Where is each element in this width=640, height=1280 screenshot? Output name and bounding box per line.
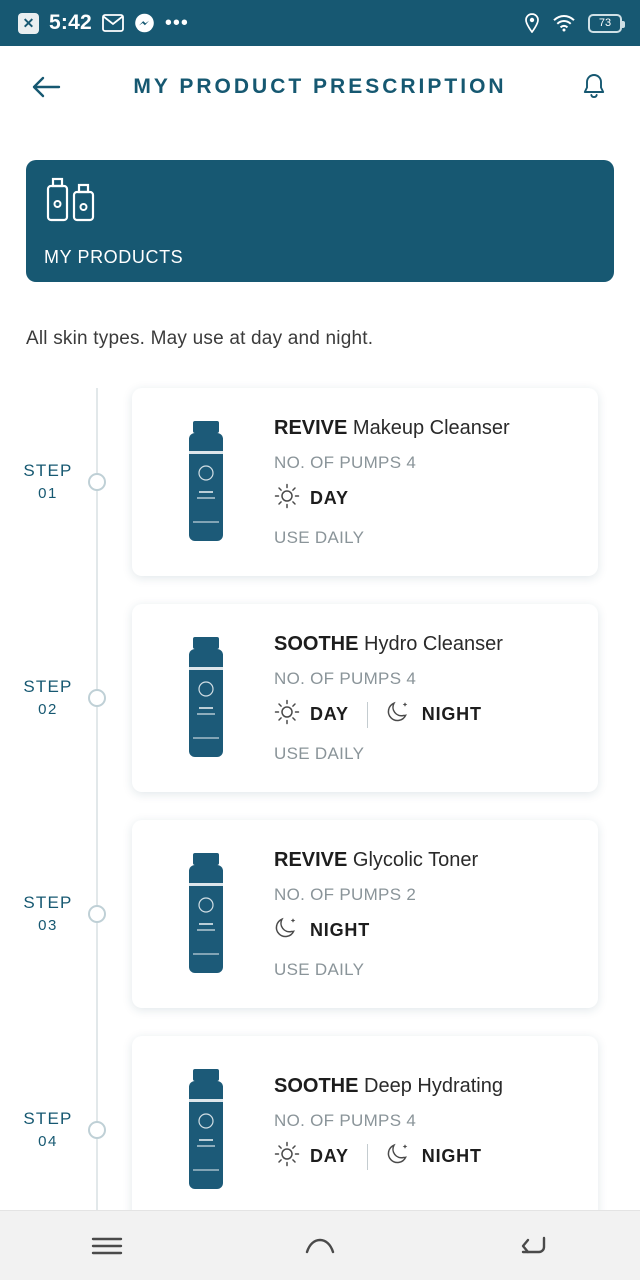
product-bottle-image xyxy=(152,853,260,975)
step-number: 01 xyxy=(38,485,58,503)
usage-frequency: USE DAILY xyxy=(274,528,365,547)
banner-label: MY PRODUCTS xyxy=(44,247,184,267)
step-number: 03 xyxy=(38,917,58,935)
day-item xyxy=(274,483,349,514)
product-info xyxy=(260,1074,578,1186)
step-word: STEP xyxy=(23,460,73,480)
back-icon[interactable] xyxy=(493,1221,573,1271)
night-item xyxy=(386,699,482,730)
product-brand: REVIVE xyxy=(274,417,348,439)
timeline-dot xyxy=(88,473,106,491)
product-bottle-image xyxy=(152,637,260,759)
product-info xyxy=(260,632,578,764)
product-title: Deep Hydrating xyxy=(364,1075,503,1097)
night-label: NIGHT xyxy=(310,920,370,940)
arrow-left-icon[interactable] xyxy=(26,67,66,107)
menu-icon[interactable] xyxy=(67,1221,147,1271)
day-label: DAY xyxy=(310,704,349,724)
step-label xyxy=(0,459,96,505)
product-info xyxy=(260,848,578,980)
timeline-dot xyxy=(88,689,106,707)
product-brand: SOOTHE xyxy=(274,633,359,655)
product-bottle-image xyxy=(152,421,260,543)
step-number: 04 xyxy=(38,1133,58,1151)
product-name xyxy=(274,416,578,441)
product-bottle-image xyxy=(152,1069,260,1191)
status-bar-left xyxy=(18,11,189,35)
status-bar xyxy=(0,0,640,46)
day-item xyxy=(274,699,349,730)
pumps-count: NO. OF PUMPS 4 xyxy=(274,669,417,688)
pumps-count: NO. OF PUMPS 2 xyxy=(274,885,417,904)
skin-type-subtitle: All skin types. May use at day and night. xyxy=(26,328,374,349)
app-header xyxy=(0,46,640,128)
step-word: STEP xyxy=(23,676,73,696)
step-word: STEP xyxy=(23,892,73,912)
usage-frequency: USE DAILY xyxy=(274,744,365,763)
time-of-day xyxy=(274,915,578,946)
messenger-icon xyxy=(134,13,155,34)
list-item[interactable] xyxy=(0,820,640,1008)
moon-icon xyxy=(274,915,300,946)
step-label xyxy=(0,1107,96,1153)
time-divider xyxy=(367,702,368,728)
product-name xyxy=(274,1074,578,1099)
time-of-day xyxy=(274,1141,578,1172)
product-brand: SOOTHE xyxy=(274,1075,359,1097)
day-label: DAY xyxy=(310,1146,349,1166)
timeline-dot xyxy=(88,905,106,923)
night-label: NIGHT xyxy=(421,1146,482,1166)
product-title: Hydro Cleanser xyxy=(364,633,503,655)
step-label xyxy=(0,675,96,721)
night-item xyxy=(274,915,370,946)
list-item[interactable] xyxy=(0,388,640,576)
time-divider xyxy=(367,1144,368,1170)
moon-icon xyxy=(386,699,412,730)
step-number: 02 xyxy=(38,701,58,719)
product-info xyxy=(260,416,578,548)
timeline-dot xyxy=(88,1121,106,1139)
pumps-count: NO. OF PUMPS 4 xyxy=(274,453,417,472)
bell-icon[interactable] xyxy=(574,67,614,107)
two-bottles-icon xyxy=(44,176,596,233)
sun-icon xyxy=(274,1141,300,1172)
night-item xyxy=(386,1141,482,1172)
step-list xyxy=(0,388,640,1210)
sun-icon xyxy=(274,483,300,514)
battery-icon xyxy=(588,14,622,33)
product-card[interactable] xyxy=(132,604,598,792)
pumps-count: NO. OF PUMPS 4 xyxy=(274,1111,417,1130)
product-card[interactable] xyxy=(132,820,598,1008)
time-of-day xyxy=(274,483,578,514)
status-bar-right xyxy=(524,13,622,33)
product-brand: REVIVE xyxy=(274,849,348,871)
day-label: DAY xyxy=(310,488,349,508)
list-item[interactable] xyxy=(0,1036,640,1210)
wifi-icon xyxy=(552,14,576,32)
product-name xyxy=(274,632,578,657)
scroll-content[interactable] xyxy=(0,128,640,1210)
product-name xyxy=(274,848,578,873)
step-label xyxy=(0,891,96,937)
usage-frequency: USE DAILY xyxy=(274,960,365,979)
more-dots-icon: ••• xyxy=(164,12,189,34)
page-title: MY PRODUCT PRESCRIPTION xyxy=(133,75,507,98)
product-title: Glycolic Toner xyxy=(352,849,479,871)
time-of-day xyxy=(274,699,578,730)
night-label: NIGHT xyxy=(421,704,482,724)
step-word: STEP xyxy=(23,1108,73,1128)
my-products-banner[interactable] xyxy=(26,160,614,282)
day-item xyxy=(274,1141,349,1172)
status-bar-clock: 5:42 xyxy=(49,11,92,34)
list-item[interactable] xyxy=(0,604,640,792)
mail-icon xyxy=(102,14,124,32)
product-card[interactable] xyxy=(132,388,598,576)
x-badge-icon: ✕ xyxy=(18,13,39,34)
product-card[interactable] xyxy=(132,1036,598,1210)
home-icon[interactable] xyxy=(280,1221,360,1271)
location-icon xyxy=(524,13,540,33)
moon-icon xyxy=(386,1141,412,1172)
system-navigation-bar xyxy=(0,1210,640,1280)
battery-level: 73 xyxy=(598,17,612,29)
product-title: Makeup Cleanser xyxy=(352,417,510,439)
sun-icon xyxy=(274,699,300,730)
